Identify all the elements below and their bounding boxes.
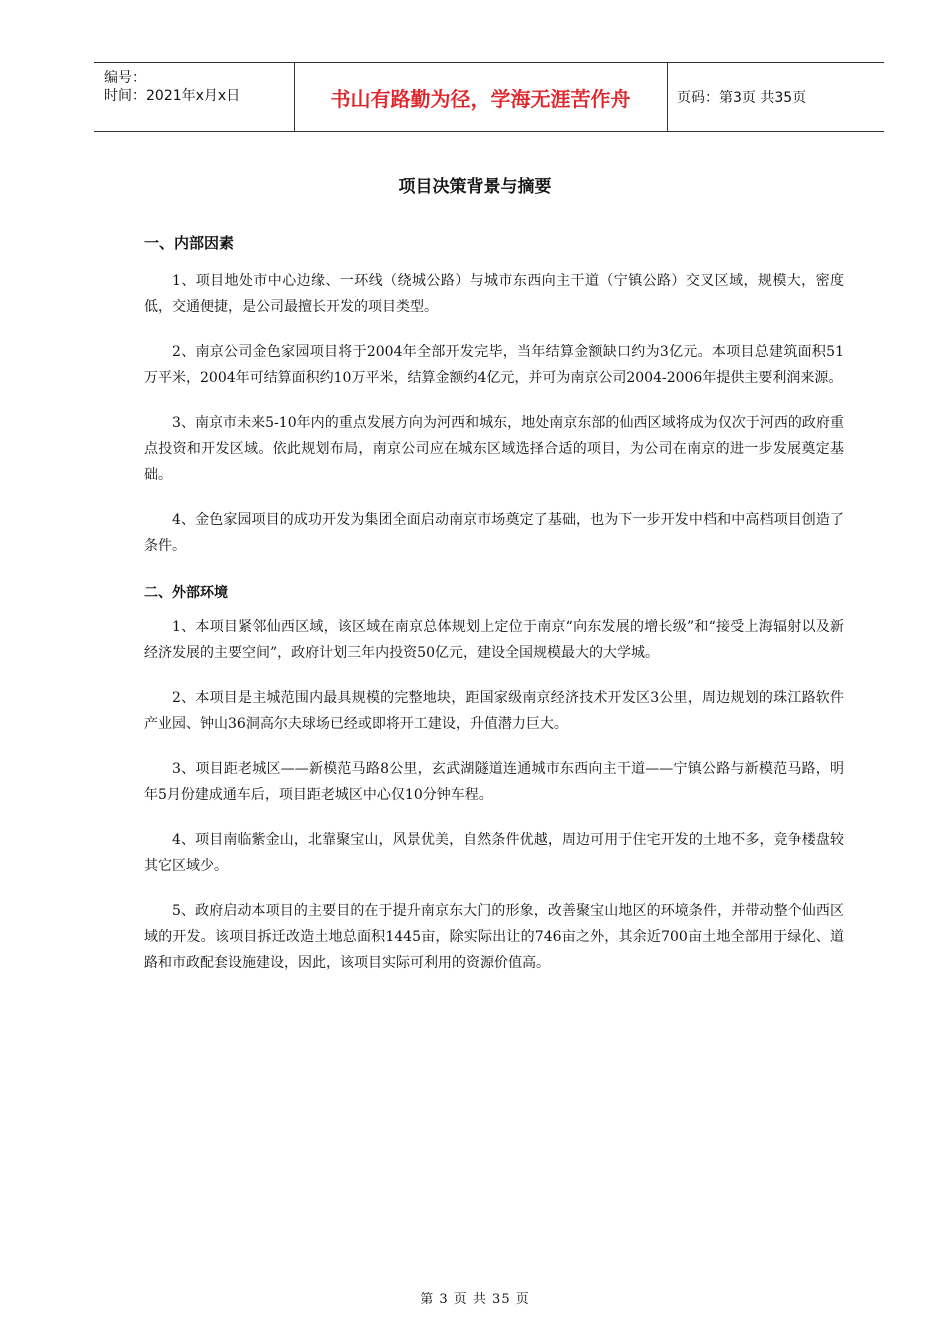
header-motto: 书山有路勤为径，学海无涯苦作舟 (294, 63, 668, 131)
header-meta-cell (94, 63, 295, 131)
page-header (94, 62, 884, 132)
document-body (144, 228, 844, 995)
paragraph: 4、金色家园项目的成功开发为集团全面启动南京市场奠定了基础，也为下一步开发中档和中高档项目创造了条件。 (144, 512, 844, 554)
page-footer: 第 3 页 共 35 页 (420, 1292, 530, 1307)
paragraph: 5、政府启动本项目的主要目的在于提升南京东大门的形象，改善聚宝山地区的环境条件，并带动整个仙西区域的开发。该项目拆迁改造土地总面积1445亩，除实际出让的746亩之外，其余近700亩土地全部用于绿化、道路和市政配套设施建设，因此，该项目实际可利用的资源价值高。 (144, 903, 844, 971)
section-heading-internal: 一、内部因素 (144, 234, 235, 252)
paragraph: 1、项目地处市中心边缘、一环线（绕城公路）与城市东西向主干道（宁镇公路）交叉区域，规模大，密度低，交通便捷，是公司最擅长开发的项目类型。 (144, 273, 844, 315)
number-label: 编号： (104, 70, 146, 86)
section-heading-external: 二、外部环境 (144, 585, 228, 601)
paragraph: 2、南京公司金色家园项目将于2004年全部开发完毕，当年结算金额缺口约为3亿元。本项目总建筑面积51万平米，2004年可结算面积约10万平米，结算金额约4亿元，并可为南京公司2004-2006年提供主要利润来源。 (144, 344, 844, 386)
time-label: 时间：2021年x月x日 (104, 88, 241, 104)
paragraph: 3、项目距老城区——新模范马路8公里，玄武湖隧道连通城市东西向主干道——宁镇公路与新模范马路，明年5月份建成通车后，项目距老城区中心仅10分钟车程。 (144, 761, 844, 803)
header-page-label: 页码：第3页 共35页 (677, 90, 807, 106)
paragraph: 1、本项目紧邻仙西区域，该区域在南京总体规划上定位于南京“向东发展的增长级”和“接受上海辐射以及新经济发展的主要空间”，政府计划三年内投资50亿元，建设全国规模最大的大学城。 (144, 619, 844, 661)
paragraph: 2、本项目是主城范围内最具规模的完整地块，距国家级南京经济技术开发区3公里，周边规划的珠江路软件产业园、钟山36洞高尔夫球场已经或即将开工建设，升值潜力巨大。 (144, 690, 844, 732)
paragraph: 4、项目南临紫金山，北靠聚宝山，风景优美，自然条件优越，周边可用于住宅开发的土地不多，竞争楼盘较其它区域少。 (144, 832, 844, 874)
paragraph: 3、南京市未来5-10年内的重点发展方向为河西和城东，地处南京东部的仙西区域将成为仅次于河西的政府重点投资和开发区域。依此规划布局，南京公司应在城东区域选择合适的项目，为公司在南京的进一步发展奠定基础。 (144, 415, 844, 483)
document-title: 项目决策背景与摘要 (398, 177, 552, 197)
